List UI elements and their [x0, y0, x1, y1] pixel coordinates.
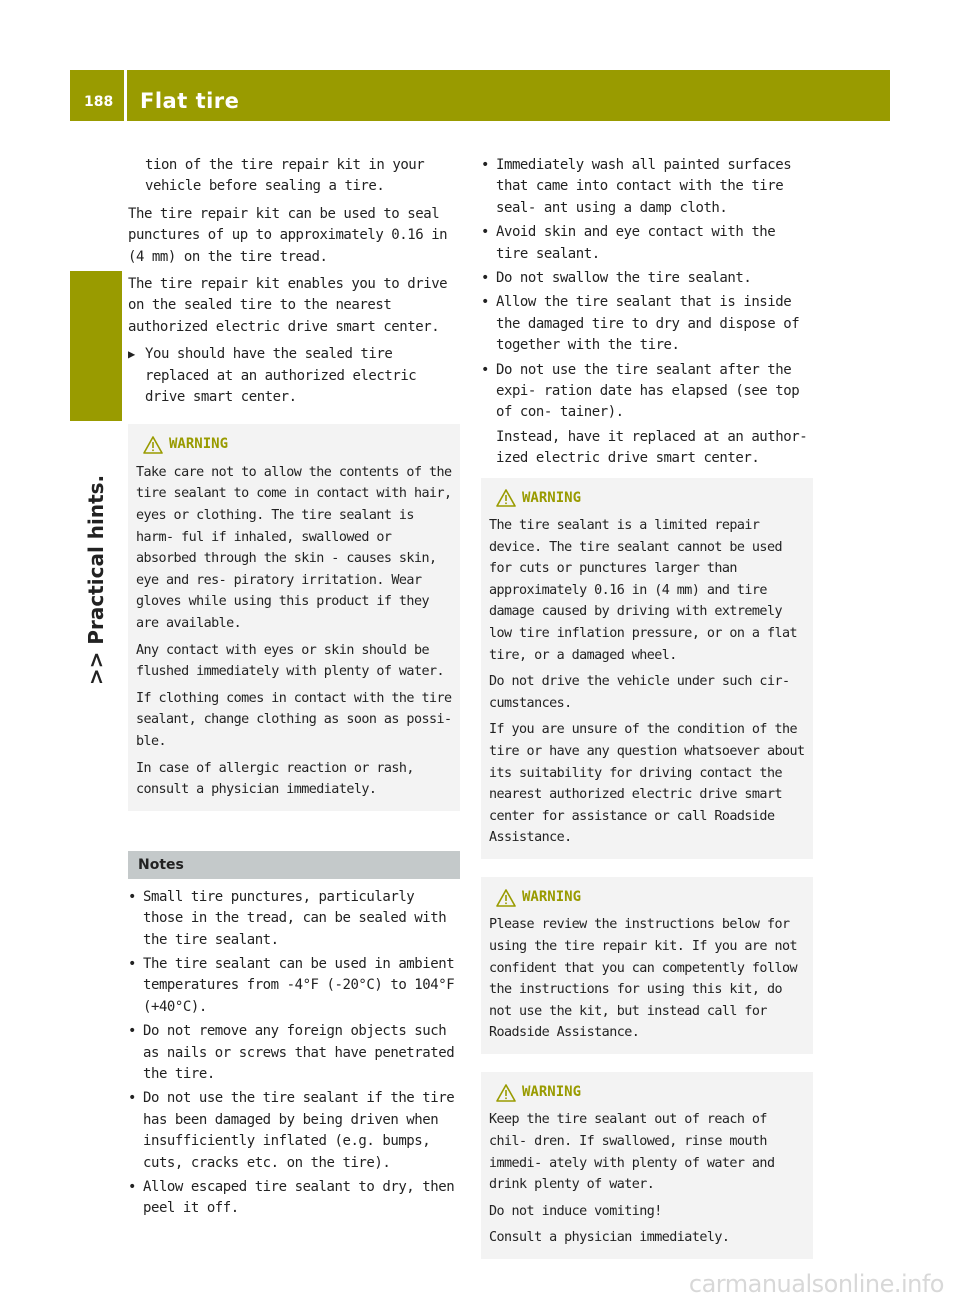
warning-triangle-icon	[143, 436, 163, 454]
warning-paragraph: If clothing comes in contact with the tire sealant, change clothing as soon as possi- ble.	[136, 690, 452, 749]
right-column	[481, 155, 813, 1259]
left-column	[128, 155, 460, 1223]
warning-paragraph: Please review the instructions below for using the tire repair kit. If you are not confident that you can competently follow the instructions for using this kit, do not use the kit, but instead call for Roadside Assistance.	[489, 917, 797, 1041]
warning-triangle-icon	[496, 889, 516, 907]
notes-section	[128, 851, 460, 1220]
notes-bullet: • The tire sealant can be used in ambient temperatures from -4°F (-20°C) to 104°F (+40°C).	[128, 954, 460, 1018]
intro-continuation: tion of the tire repair kit in your vehicle before sealing a tire.	[145, 157, 425, 195]
warning-box-limited-repair	[481, 478, 813, 859]
side-tab	[70, 271, 122, 421]
warning-paragraph: Do not drive the vehicle under such cir- cumstances.	[489, 674, 790, 711]
step-text: You should have the sealed tire replaced at an authorized electric drive smart center.	[145, 346, 417, 406]
list-item: • Avoid skin and eye contact with the tire sealant.	[481, 222, 813, 265]
warning-paragraph: If you are unsure of the condition of the tire or have any question whatsoever about its suitability for driving contact the nearest authorized electric drive smart center for assistance or call Roadside Assistance.	[489, 722, 805, 846]
list-item: • Do not use the tire sealant after the expi- ration date has elapsed (see top of con- tainer).	[481, 360, 813, 424]
step-arrow-icon: ▶	[128, 347, 135, 362]
warning-box-sealant-contact	[128, 424, 460, 810]
warning-header	[496, 887, 805, 908]
notes-bullet: • Small tire punctures, particularly those in the tread, can be sealed with the tire sealant.	[128, 887, 460, 951]
warning-paragraph: Any contact with eyes or skin should be flushed immediately with plenty of water.	[136, 642, 444, 680]
warning-box-children	[481, 1072, 813, 1259]
warning-triangle-icon	[496, 1084, 516, 1102]
list-item: • Allow the tire sealant that is inside the damaged tire to dry and dispose of together with the tire.	[481, 292, 813, 356]
instruction-step	[128, 344, 460, 408]
paragraph-drive-sealed-tire: The tire repair kit enables you to drive on the sealed tire to the nearest authorized electric drive smart center.	[128, 276, 448, 335]
warning-triangle-icon	[496, 489, 516, 507]
warning-title: WARNING	[522, 489, 582, 506]
list-item: • Do not swallow the tire sealant.	[481, 268, 813, 289]
watermark-text: carmanualsonline.info	[688, 1270, 944, 1298]
warning-paragraph: Keep the tire sealant out of reach of chil- dren. If swallowed, rinse mouth immedi- ately with plenty of water and drink plenty of water.	[489, 1112, 775, 1193]
warning-title: WARNING	[522, 889, 582, 905]
chapter-side-label: >> Practical hints.	[84, 474, 108, 686]
warning-paragraph: In case of allergic reaction or rash, consult a physician immediately.	[136, 760, 414, 798]
warning-header	[143, 434, 452, 455]
warning-box-review-instructions	[481, 877, 813, 1054]
list-item: • Immediately wash all painted surfaces that came into contact with the tire seal- ant using a damp cloth.	[481, 155, 813, 219]
warning-paragraph: Consult a physician immediately.	[489, 1230, 730, 1246]
warning-header	[496, 1082, 805, 1103]
header-divider	[124, 70, 127, 121]
warning-paragraph: Take care not to allow the contents of the tire sealant to come in contact with hair, eyes or clothing. The tire sealant is harm- ful if inhaled, swallowed or absorbed through the skin - causes skin, eye and res- piratory irritation. Wear gloves while using this product if they are available.	[136, 464, 452, 632]
warning-paragraph: Do not induce vomiting!	[489, 1203, 662, 1219]
paragraph-seal-punctures: The tire repair kit can be used to seal punctures of up to approximately 0.16 in (4 mm) on the tire tread.	[128, 205, 448, 265]
notes-bullet: • Allow escaped tire sealant to dry, then peel it off.	[128, 1177, 460, 1220]
section-title: Flat tire	[140, 89, 240, 113]
notes-bullet: • Do not use the tire sealant if the tire has been damaged by being driven when insufficiently inflated (e.g. bumps, cuts, cracks etc. on the tire).	[128, 1088, 460, 1174]
warning-header	[496, 488, 805, 509]
page-number: 188	[84, 94, 114, 110]
notes-bullet: • Do not remove any foreign objects such as nails or screws that have penetrated the tire.	[128, 1021, 460, 1085]
warning-title: WARNING	[169, 436, 229, 453]
warning-paragraph: The tire sealant is a limited repair device. The tire sealant cannot be used for cuts or punctures larger than approximately 0.16 in (4 mm) and tire damage caused by driving with extremely low tire inflation pressure, or on a flat tire, or a damaged wheel.	[489, 518, 797, 663]
list-item-continuation: Instead, have it replaced at an author- ized electric drive smart center.	[496, 428, 808, 467]
warning-title: WARNING	[522, 1083, 582, 1100]
notes-heading: Notes	[128, 851, 460, 879]
